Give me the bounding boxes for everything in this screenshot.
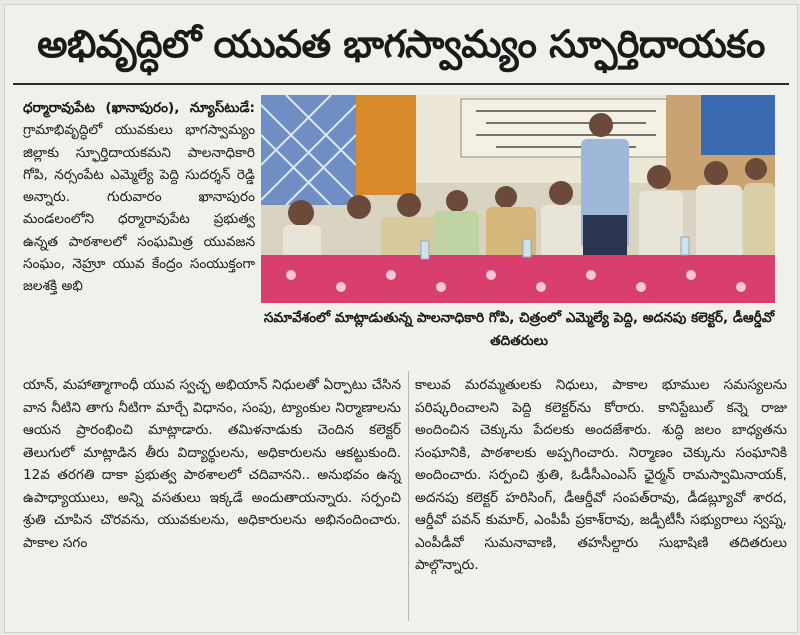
news-photo xyxy=(261,95,775,303)
photo-caption: సమావేశంలో మాట్లాడుతున్న పాలనాధికారి గోపి, చిత్రంలో ఎమ్మెల్యే పెద్ది, అదనపు కలెక్టర్, డీఆర్డీవో తదితరులు xyxy=(263,310,775,349)
headline: అభివృద్ధిలో యువత భాగస్వామ్యం స్ఫూర్తిదాయకం xyxy=(37,22,765,66)
dateline: ధర్మారావుపేట (ఖానాపురం), న్యూస్‌టుడే: xyxy=(23,100,255,116)
column-divider xyxy=(408,371,409,621)
meeting-photo-illustration xyxy=(261,95,775,303)
body-column-1 xyxy=(23,97,255,298)
body-column-2: యాన్, మహాత్మాగాంధీ యువ స్వచ్ఛ అభియాన్ నిధులతో ఏర్పాటు చేసిన వాన నీటిని తాగు నీటిగా మార్చే విధానం, సంపు, ట్యాంకుల నిర్మాణాలను ఆయన ప్రారంభించి మాట్లాడారు. తమిళనాడుకు చెందిన కలెక్టర్ తెలుగులో మాట్లాడిన తీరు విద్యార్థులను, అధికారులను ఆకట్టుకుంది. 12వ తరగతి దాకా ప్రభుత్వ పాఠశాలలో చదివానని.. అనుభవం ఉన్న ఉపాధ్యాయులు, అన్ని వసతులు ఇక్కడే అందుతాయన్నారు. సర్పంచి శ్రుతి చూపిన చొరవను, యువకులను, అధికారులను అభినందించారు. పాకాల సగం xyxy=(23,377,401,551)
body-text-1: గ్రామాభివృద్ధిలో యువకులు భాగస్వామ్యం జిల్లాకు స్ఫూర్తిదాయకమని పాలనాధికారి గోపి, నర్సంపేట ఎమ్మెల్యే పెద్ది సుదర్శన్ రెడ్డి అన్నారు. గురువారం ఖానాపురం మండలంలోని ధర్మారావుపేట ప్రభుత్వ ఉన్నత పాఠశాలలో సంఘమిత్ర యువజన సంఘం, నెహ్రూ యువ కేంద్రం సంయుక్తంగా జలశక్తి అభి xyxy=(23,122,255,295)
headline-rule xyxy=(13,83,789,85)
newspaper-clipping xyxy=(4,4,798,633)
body-column-3: కాలువ మరమ్మతులకు నిధులు, పాకాల భూముల సమస్యలను పరిష్కరించాలని పెద్ది కలెక్టర్‌ను కోరారు. కానిస్టేబుల్ కన్నె రాజు అందించిన చెక్కును పేదలకు అందజేశారు. శుద్ధి జలం బాధ్యతను సంఘానికి, పాఠశాలకు అప్పగించారు. నిర్మాణం చెక్కును సంఘానికి అందించారు. సర్పంచి శ్రుతి, ఓడీసీఎంఎస్ ఛైర్మన్ రామస్వామినాయక్, అదనపు కలెక్టర్ హరిసింగ్, డీఆర్డీవో సంపత్‌రావు, డీడబ్ల్యూవో శారద, ఆర్డీవో పవన్ కుమార్, ఎంపీపీ ప్రకాశ్‌రావు, జడ్పీటీసీ సభ్యురాలు స్వప్న, ఎంపీడీవో సుమనావాణి, తహసీల్దారు సుభాషిణి తదితరులు పాల్గొన్నారు. xyxy=(415,377,787,573)
